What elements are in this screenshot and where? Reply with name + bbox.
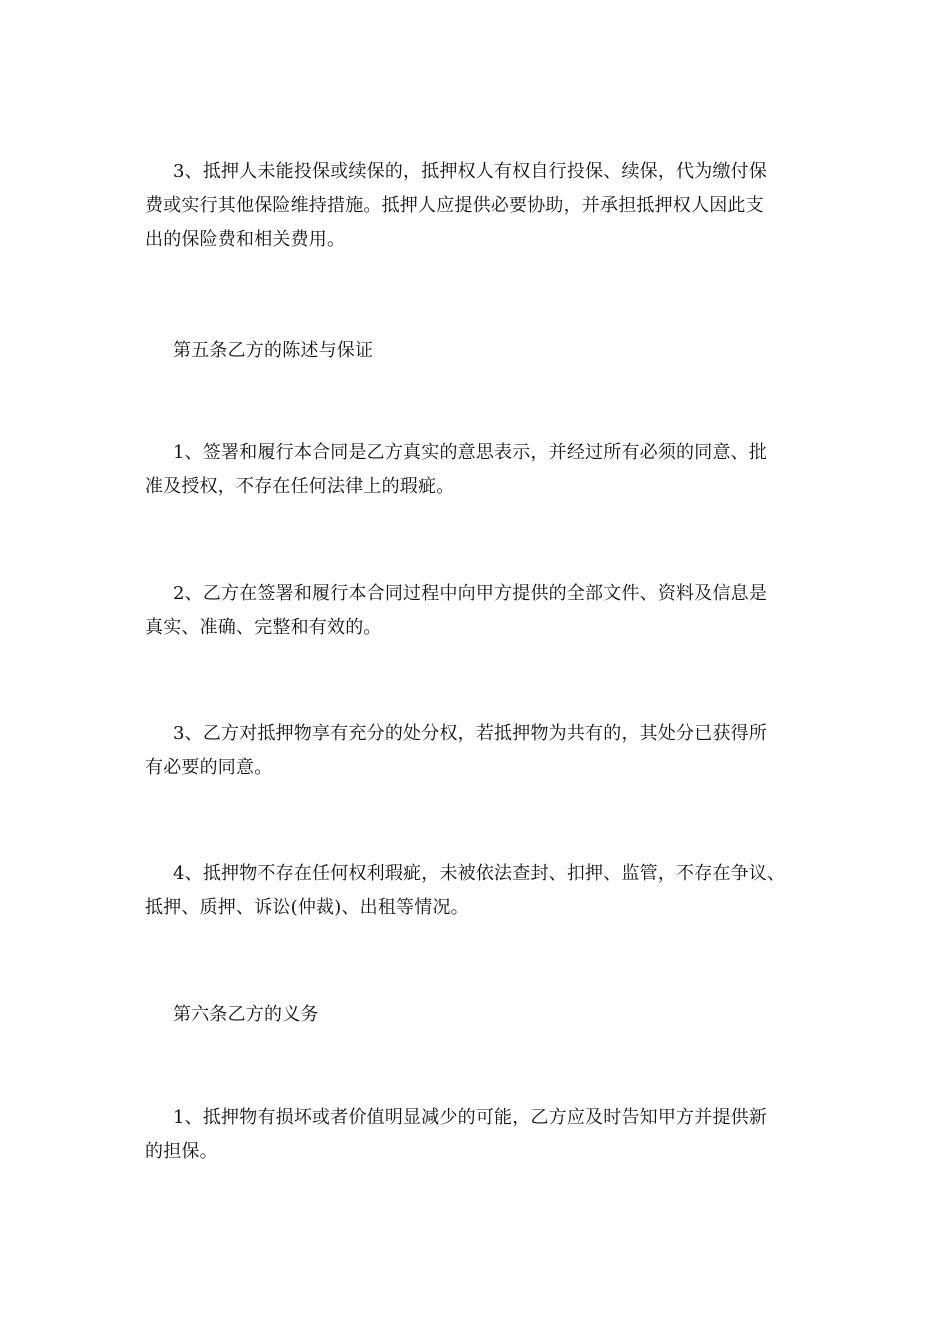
text-line: 抵押、质押、诉讼(仲裁)、出租等情况。 [145,897,469,918]
paragraph-article-5-clause-4 [145,857,815,925]
text-line: 1、签署和履行本合同是乙方真实的意思表示，并经过所有必须的同意、批 [173,442,768,463]
text-line: 真实、准确、完整和有效的。 [145,617,382,638]
text-line: 3、乙方对抵押物享有充分的处分权，若抵押物为共有的，其处分已获得所 [173,723,768,744]
paragraph-mortgage-insurance-clause-3 [145,155,815,257]
paragraph-article-6-clause-1 [145,1101,815,1169]
text-line: 费或实行其他保险维持措施。抵押人应提供必要协助，并承担抵押权人因此支 [145,195,764,216]
paragraph-article-5-clause-1 [145,436,815,504]
heading-text: 第五条乙方的陈述与保证 [173,340,374,361]
text-line: 有必要的同意。 [145,757,273,778]
section-heading-article-6 [145,998,815,1032]
section-heading-article-5 [145,334,815,368]
text-line: 的担保。 [145,1141,218,1162]
heading-text: 第六条乙方的义务 [173,1004,319,1025]
text-line: 4、抵押物不存在任何权利瑕疵，未被依法查封、扣押、监管，不存在争议、 [173,863,786,884]
text-line: 出的保险费和相关费用。 [145,229,346,250]
paragraph-article-5-clause-3 [145,717,815,785]
text-line: 1、抵押物有损坏或者价值明显减少的可能，乙方应及时告知甲方并提供新 [173,1107,768,1128]
text-line: 准及授权，不存在任何法律上的瑕疵。 [145,476,455,497]
text-line: 3、抵押人未能投保或续保的，抵押权人有权自行投保、续保，代为缴付保 [173,161,768,182]
text-line: 2、乙方在签署和履行本合同过程中向甲方提供的全部文件、资料及信息是 [173,583,768,604]
paragraph-article-5-clause-2 [145,577,815,645]
